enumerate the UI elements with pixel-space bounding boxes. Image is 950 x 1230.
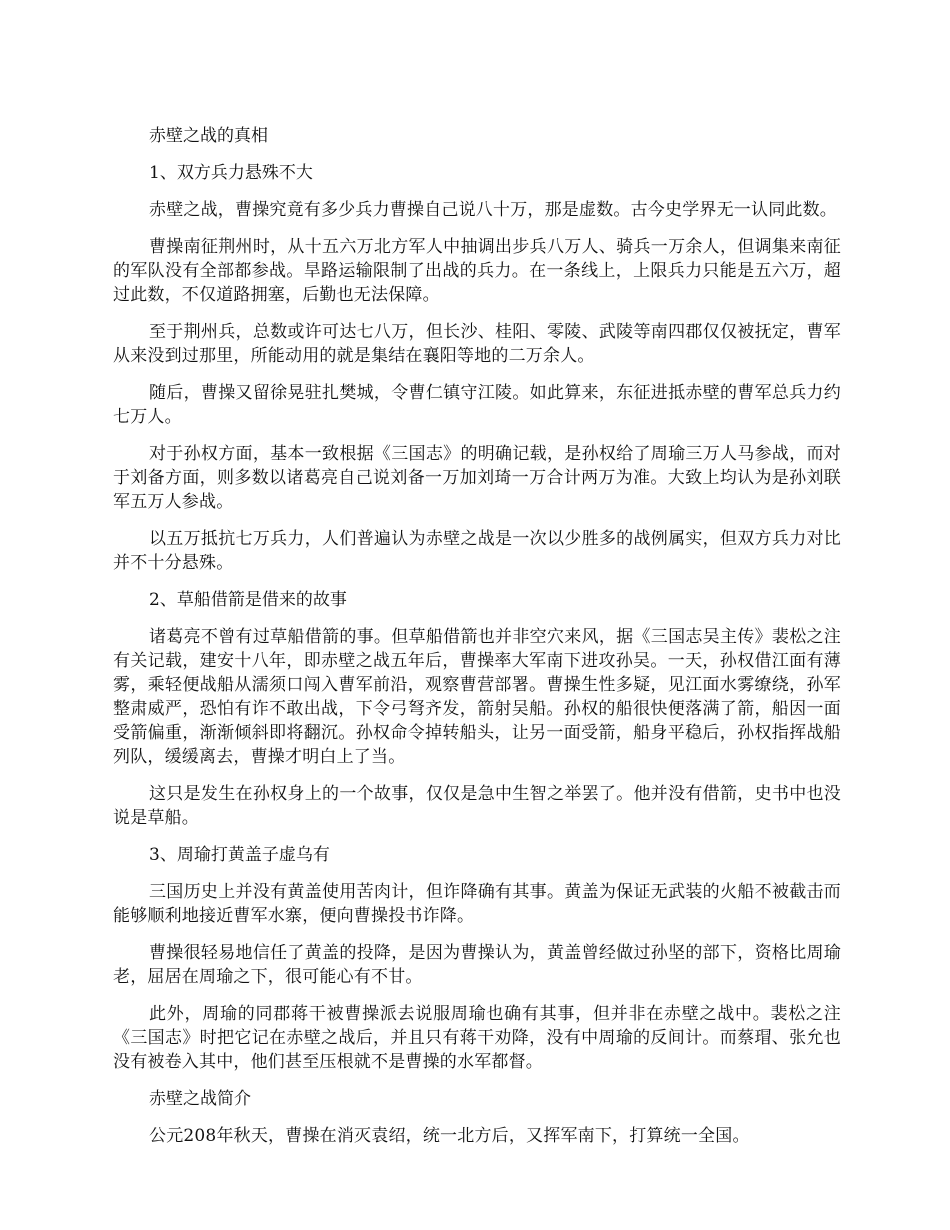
section-heading-2: 2、草船借箭是借来的故事 <box>149 590 347 610</box>
section-heading-intro: 赤壁之战简介 <box>149 1089 251 1109</box>
section-heading-1: 1、双方兵力悬殊不大 <box>149 163 313 183</box>
paragraph: 诸葛亮不曾有过草船借箭的事。但草船借箭也并非空穴来风，据《三国志吴主传》裴松之注有关记载，建安十八年，即赤壁之战五年后，曹操率大军南下进攻孙吴。一天，孙权借江面有薄雾，乘轻便战船从濡须口闯入曹军前沿，观察曹营部署。曹操生性多疑，见江面水雾缭绕，孙军整肃威严，恐怕有诈不敢出战，下令弓弩齐发，箭射吴船。孙权的船很快便落满了箭，船因一面受箭偏重，渐渐倾斜即将翻沉。孙权命令掉转船头，让另一面受箭，船身平稳后，孙权指挥战船列队，缓缓离去，曹操才明白上了当。 <box>113 627 841 767</box>
paragraph: 曹操很轻易地信任了黄盖的投降，是因为曹操认为，黄盖曾经做过孙坚的部下，资格比周瑜老，屈居在周瑜之下，很可能心有不甘。 <box>113 943 841 987</box>
document-page <box>113 124 841 1161</box>
paragraph: 曹操南征荆州时，从十五六万北方军人中抽调出步兵八万人、骑兵一万余人，但调集来南征的军队没有全部都参战。旱路运输限制了出战的兵力。在一条线上，上限兵力只能是五六万，超过此数，不仅道路拥塞，后勤也无法保障。 <box>113 237 841 305</box>
paragraph: 公元208年秋天，曹操在消灭袁绍，统一北方后，又挥军南下，打算统一全国。 <box>149 1126 750 1146</box>
paragraph: 随后，曹操又留徐晃驻扎樊城，令曹仁镇守江陵。如此算来，东征进抵赤壁的曹军总兵力约七万人。 <box>113 383 841 427</box>
document-title: 赤壁之战的真相 <box>149 126 268 146</box>
paragraph: 此外，周瑜的同郡蒋干被曹操派去说服周瑜也确有其事，但并非在赤壁之战中。裴松之注《三国志》时把它记在赤壁之战后，并且只有蒋干劝降，没有中周瑜的反间计。而蔡瑁、张允也没有被卷入其中，他们甚至压根就不是曹操的水军都督。 <box>113 1004 841 1072</box>
paragraph: 赤壁之战，曹操究竟有多少兵力曹操自己说八十万，那是虚数。古今史学界无一认同此数。 <box>149 200 837 220</box>
paragraph: 这只是发生在孙权身上的一个故事，仅仅是急中生智之举罢了。他并没有借箭，史书中也没说是草船。 <box>113 784 841 828</box>
paragraph: 以五万抵抗七万兵力，人们普遍认为赤壁之战是一次以少胜多的战例属实，但双方兵力对比并不十分悬殊。 <box>113 529 841 573</box>
paragraph: 三国历史上并没有黄盖使用苦肉计，但诈降确有其事。黄盖为保证无武装的火船不被截击而能够顺利地接近曹军水寨，便向曹操投书诈降。 <box>113 882 841 926</box>
paragraph: 至于荆州兵，总数或许可达七八万，但长沙、桂阳、零陵、武陵等南四郡仅仅被抚定，曹军从来没到过那里，所能动用的就是集结在襄阳等地的二万余人。 <box>113 322 841 366</box>
section-heading-3: 3、周瑜打黄盖子虚乌有 <box>149 845 330 865</box>
paragraph: 对于孙权方面，基本一致根据《三国志》的明确记载，是孙权给了周瑜三万人马参战，而对于刘备方面，则多数以诸葛亮自己说刘备一万加刘琦一万合计两万为准。大致上均认为是孙刘联军五万人参战。 <box>113 444 841 512</box>
